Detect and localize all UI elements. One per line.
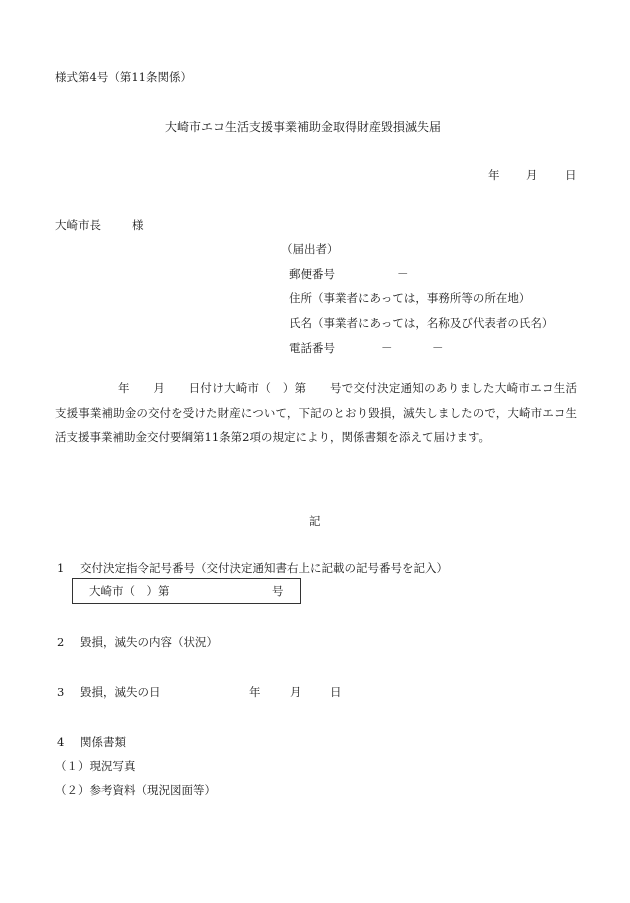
- item-4-label: 関係書類: [80, 735, 126, 749]
- item-3-day: 日: [330, 685, 342, 699]
- decision-number-prefix: 大崎市（ ）第: [89, 584, 170, 598]
- postal-code-dash: －: [397, 267, 409, 281]
- decision-number-suffix: 号: [272, 584, 284, 598]
- addressee-name: 大崎市長: [55, 218, 101, 232]
- address-label: 住所（事業者にあっては，事務所等の所在地）: [289, 291, 531, 305]
- date-month: 月: [526, 168, 538, 182]
- item-1-label: 交付決定指令記号番号（交付決定通知書右上に記載の記号番号を記入）: [80, 561, 448, 575]
- item-4-number: 4: [57, 735, 65, 749]
- item-3-number: 3: [57, 685, 65, 699]
- item-3-label: 毀損，滅失の日: [80, 685, 161, 699]
- item-4-sub-2: （２）参考資料（現況図面等）: [55, 783, 216, 797]
- name-label: 氏名（事業者にあっては，名称及び代表者の氏名）: [289, 316, 554, 330]
- decision-number-box: [72, 578, 301, 604]
- ki-heading: 記: [309, 514, 321, 528]
- item-2-number: 2: [57, 635, 65, 649]
- date-year: 年: [488, 168, 500, 182]
- postal-code-label: 郵便番号: [289, 267, 335, 281]
- form-number: 様式第4号（第11条関係）: [55, 70, 192, 84]
- item-1-number: 1: [57, 561, 65, 575]
- item-4-sub-1: （１）現況写真: [55, 759, 136, 773]
- phone-label: 電話番号: [289, 341, 335, 355]
- applicant-label: （届出者）: [281, 242, 339, 256]
- item-3-month: 月: [290, 685, 302, 699]
- document-title: 大崎市エコ生活支援事業補助金取得財産毀損滅失届: [165, 120, 442, 134]
- item-3-year: 年: [249, 685, 261, 699]
- date-day: 日: [565, 168, 577, 182]
- phone-dash-1: －: [381, 341, 393, 355]
- phone-dash-2: －: [432, 341, 444, 355]
- item-2-label: 毀損，滅失の内容（状況）: [80, 635, 218, 649]
- addressee-honorific: 様: [132, 218, 144, 232]
- body-paragraph: 年 月 日付け大崎市（ ）第 号で交付決定通知のありました大崎市エコ生活支援事業補助金の交付を受けた財産について，下記のとおり毀損，滅失しましたので，大崎市エコ生活支援事業補助金交付要綱第11条第2項の規定により，関係書類を添えて届けます。: [55, 381, 577, 444]
